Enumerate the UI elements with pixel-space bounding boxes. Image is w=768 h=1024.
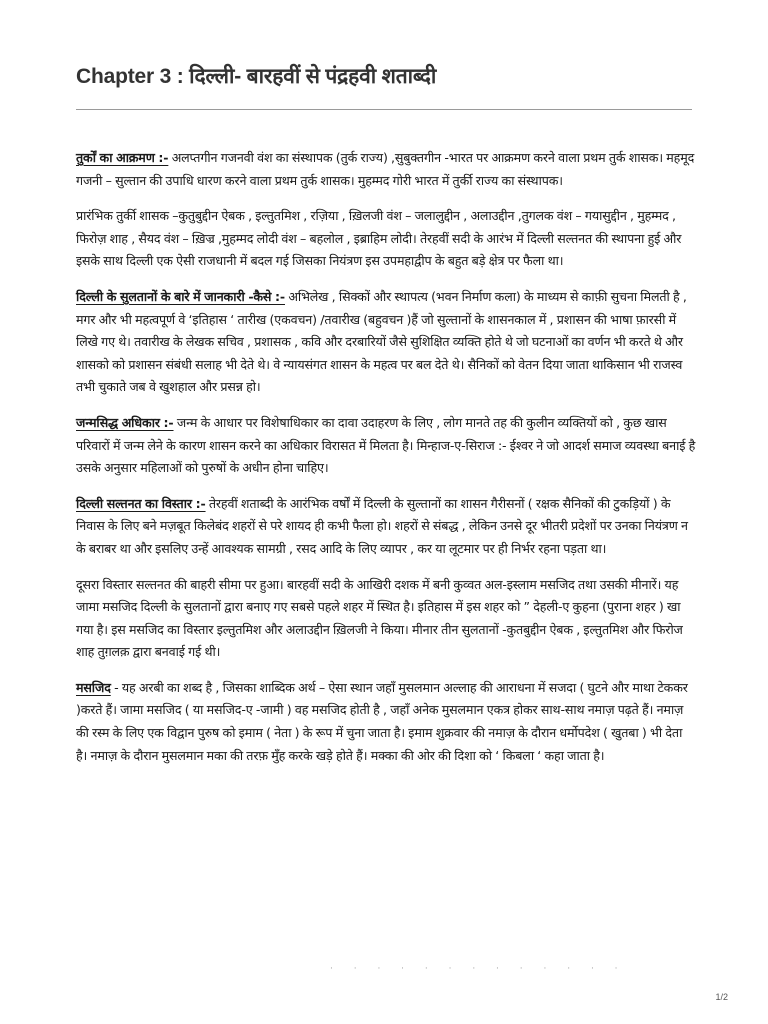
paragraph-turk-invasion xyxy=(76,147,696,192)
paragraph-text: दूसरा विस्तार सल्तनत की बाहरी सीमा पर हुआ। बारहवीं सदी के आखिरी दशक में बनी कुव्वत अल-इस्लाम मसजिद तथा उसकी मीनारें। यह जामा मसजिद दिल्ली के सुलतानों द्वारा बनाए गए सबसे पहले शहर में स्थित है। इतिहास में इस शहर को ” देहली-ए कुहना (पुराना शहर ) खा गया है। इस मसजिद का विस्तार इल्तुतमिश और अलाउद्दीन ख़िलजी ने किया। मीनार तीन सुलतानों -कुतबुद्दीन ऐबक , इल्तुतमिश और फिरोज शाह तुग़लक़ द्वारा बनवाई गई थी। xyxy=(76,576,683,660)
paragraph-heading: तुर्कों का आक्रमण :- xyxy=(76,150,169,165)
paragraph-text: जन्म के आधार पर विशेषाधिकार का दावा उदाहरण के लिए , लोग मानते तह की कुलीन व्यक्तियों को , कुछ खास परिवारों में जन्म लेने के कारण शासन करने का अधिकार विरासत में मिलता है। मिन्हाज-ए-सिराज :- ईश्वर ने जो आदर्श समाज व्यवस्था बनाई है उसके अनुसार महिलाओं को पुरुषों के अधीन होना चाहिए। xyxy=(76,414,696,476)
paragraph-text: तेरहवीं शताब्दी के आरंभिक वर्षों में दिल्ली के सुल्तानों का शासन गैरीसनों ( रक्षक सैनिकों की टुकड़ियों ) के निवास के लिए बने मज़बूत किलेबंद शहरों से परे शायद ही कभी फैला हो। शहरों से संबद्ध , लेकिन उनसे दूर भीतरी प्रदेशों पर उनका नियंत्रण न के बराबर था और इसलिए उन्हें आवश्यक सामग्री , रसद आदि के लिए व्यापर , कर या लूटमार पर ही निर्भर रहना पड़ता था। xyxy=(76,495,688,556)
paragraph-early-rulers xyxy=(76,205,696,273)
paragraph-text: - यह अरबी का शब्द है , जिसका शाब्दिक अर्थ – ऐसा स्थान जहाँ मुसलमान अल्लाह की आराधना में सजदा ( घुटने और माथा टेककर )करते हैं। जामा मसजिद ( या मसजिद-ए -जामी ) वह मसजिद होती है , जहाँ अनेक मुसलमान एकत्र होकर साथ-साथ नमाज़ पढ़ते हैं। नमाज़ की रस्म के लिए एक विद्वान पुरुष को इमाम ( नेता ) के रूप में चुना जाता है। इमाम शुक्रवार की नमाज़ के दौरान धर्मोपदेश ( खुतबा ) भी देता है। नमाज़ के दौरान मुसलमान मका की तरफ़ मुँह करके खड़े होते हैं। मक्का की ओर की दिशा को ‘ किबला ‘ कहा जाता है। xyxy=(76,679,688,763)
paragraph-sources xyxy=(76,286,696,399)
paragraph-heading: मसजिद xyxy=(76,679,111,695)
paragraph-text: अलप्तगीन गजनवी वंश का संस्थापक (तुर्क राज्य) ,सुबुक्तगीन -भारत पर आक्रमण करने वाला प्रथम तुर्क शासक। महमूद गजनी – सुल्तान की उपाधि धारण करने वाला प्रथम तुर्क शासक। मुहम्मद गोरी भारत में तुर्की राज्य का संस्थापक। xyxy=(76,150,695,188)
page-title: Chapter 3 : दिल्ली- बारहवीं से पंद्रहवी शताब्दी xyxy=(76,65,437,88)
document-body xyxy=(76,147,696,780)
paragraph-text: प्रारंभिक तुर्की शासक –कुतुबुद्दीन ऐबक , इल्तुतमिश , रज़िया , ख़िलजी वंश – जलालुद्दीन , अलाउद्दीन ,तुगलक वंश – गयासुद्दीन , मुहम्मद , फिरोज़ शाह , सैयद वंश – ख़िज्र ,मुहम्मद लोदी वंश – बहलोल , इब्राहिम लोदी। तेरहवीं सदी के आरंभ में दिल्ली सल्तनत की स्थापना हुई और इसके साथ दिल्ली एक ऐसी राजधानी में बदल गई जिसका नियंत्रण इस उपमहाद्वीप के बहुत बड़े क्षेत्र पर फैला था। xyxy=(76,208,682,269)
paragraph-expansion xyxy=(76,493,696,561)
page-number: 1/2 xyxy=(715,992,728,1002)
paragraph-birthright xyxy=(76,412,696,480)
paragraph-text: अभिलेख , सिक्कों और स्थापत्य (भवन निर्माण कला) के माध्यम से काफ़ी सुचना मिलती है , मगर और भी महत्वपूर्ण वे ‘इतिहास ‘ तारीख (एकवचन) /तवारीख (बहुवचन )हैं जो सुल्तानों के शासनकाल में , प्रशासन की भाषा फ़ारसी में लिखे गए थे। तवारीख के लेखक सचिव , प्रशासक , कवि और दरबारियों जैसे सुशिक्षित व्यक्ति होते थे जो घटनाओं का वर्णन भी करते थे और शासको को प्रशासन संबंधी सलाह भी देते थे। वे न्यायसंगत शासन के महत्व पर बल देते थे। सैनिकों को वेतन दिया जाता थाकिसान भी राजस्व तभी चुकाते जब वे खुशहाल और प्रसन्न हो। xyxy=(76,288,687,395)
paragraph-second-expansion xyxy=(76,574,696,664)
paragraph-mosque xyxy=(76,677,696,767)
paragraph-heading: दिल्ली सल्तनत का विस्तार :- xyxy=(76,495,206,511)
title-divider xyxy=(76,109,692,110)
faded-text-line: · · · · · · · · · · · · · xyxy=(330,964,627,974)
paragraph-heading: दिल्ली के सुलतानों के बारे में जानकारी -कैसे :- xyxy=(76,288,285,304)
paragraph-heading: जन्मसिद्ध अधिकार :- xyxy=(76,414,174,430)
